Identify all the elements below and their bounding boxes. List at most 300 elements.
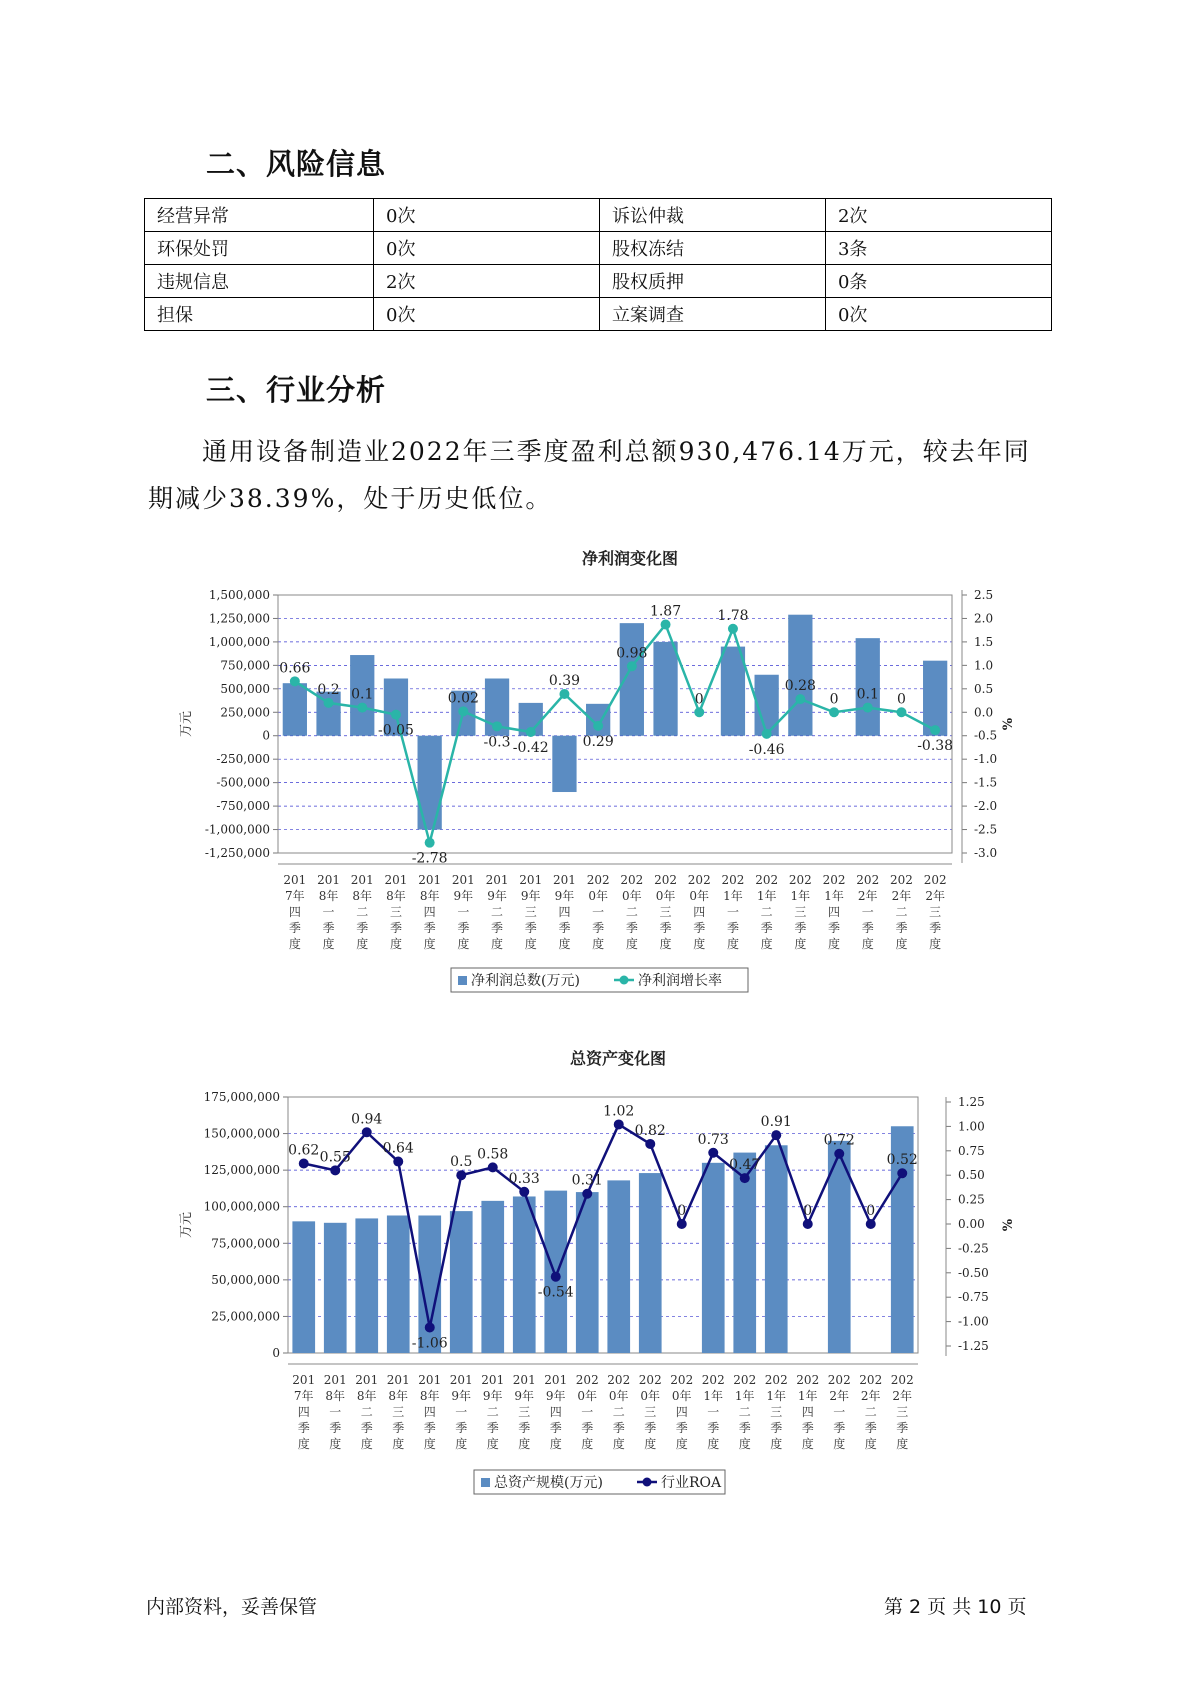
line-point — [526, 727, 536, 737]
category-label: 1年 — [766, 1389, 787, 1403]
category-label: 一 — [726, 905, 739, 919]
point-label: -0.46 — [748, 741, 785, 758]
left-tick-label: 1,250,000 — [208, 611, 270, 626]
point-label: 0 — [677, 1203, 687, 1219]
point-label: 0 — [866, 1203, 876, 1219]
right-tick-label: 1.25 — [958, 1095, 985, 1109]
category-label: 度 — [794, 937, 807, 951]
risk-label-cell: 立案调查 — [599, 298, 825, 331]
point-label: -0.3 — [483, 734, 511, 751]
category-label: 三 — [644, 1405, 657, 1419]
right-tick-label: -1.5 — [974, 775, 998, 790]
left-tick-label: 750,000 — [220, 658, 270, 673]
point-label: 0.98 — [616, 645, 648, 662]
category-label: 度 — [929, 937, 942, 951]
category-label: 四 — [549, 1405, 562, 1419]
risk-row — [145, 232, 1052, 265]
right-tick-label: 2.0 — [974, 611, 994, 626]
total-assets-chart — [0, 1040, 1191, 1510]
category-label: 201 — [283, 873, 307, 887]
category-label: 2年 — [829, 1389, 850, 1403]
industry-paragraph: 通用设备制造业2022年三季度盈利总额930,476.14万元，较去年同期减少38.39%，处于历史低位。 — [148, 437, 1031, 513]
right-tick-label: 1.00 — [958, 1119, 985, 1134]
category-label: 季 — [929, 921, 942, 935]
point-label: 1.78 — [717, 607, 749, 624]
point-label: 1.02 — [603, 1103, 635, 1120]
category-label: 201 — [350, 873, 374, 887]
risk-value-cell: 0次 — [825, 298, 1051, 331]
category-label: 季 — [389, 921, 402, 935]
left-tick-label: 125,000,000 — [203, 1163, 280, 1178]
bar — [653, 642, 677, 736]
category-label: 四 — [423, 905, 436, 919]
category-label: 0年 — [622, 889, 642, 903]
point-label: 0.29 — [582, 733, 614, 750]
legend-bar-swatch — [481, 1478, 490, 1487]
line-point — [593, 721, 603, 731]
category-label: 度 — [457, 937, 470, 951]
right-tick-label: -0.75 — [958, 1290, 989, 1305]
left-tick-label: -1,000,000 — [204, 822, 270, 837]
category-label: 度 — [389, 937, 402, 951]
point-label: -0.38 — [917, 738, 954, 755]
right-tick-label: 2.5 — [974, 588, 994, 602]
section-title-industry: 三、行业分析 — [206, 373, 387, 407]
category-label: 7年 — [285, 889, 305, 903]
category-label: 一 — [455, 1405, 468, 1419]
net-profit-chart — [0, 540, 1191, 1010]
line-point — [582, 1189, 592, 1199]
point-label: 0 — [803, 1203, 813, 1219]
category-label: 季 — [423, 1421, 436, 1435]
point-label: 0.52 — [886, 1152, 918, 1169]
category-label: 9年 — [453, 889, 474, 903]
risk-label-cell: 环保处罚 — [145, 232, 374, 265]
line-point — [391, 710, 401, 720]
line-point — [829, 707, 839, 717]
legend-label-bars: 总资产规模(万元) — [494, 1475, 603, 1491]
category-label: 度 — [726, 937, 739, 951]
category-label: 度 — [322, 937, 335, 951]
category-label: 202 — [822, 873, 846, 887]
point-label: -1.06 — [411, 1335, 448, 1352]
category-label: 8年 — [419, 1389, 440, 1403]
category-label: 二 — [360, 1405, 373, 1419]
category-label: 二 — [612, 1405, 625, 1419]
right-tick-label: -2.0 — [974, 799, 998, 814]
right-tick-label: -1.0 — [974, 752, 998, 767]
category-label: 201 — [292, 1373, 316, 1387]
point-label: 0 — [829, 691, 839, 708]
right-tick-label: -3.0 — [974, 846, 998, 860]
risk-value-cell: 0次 — [374, 298, 600, 331]
category-label: 201 — [384, 873, 408, 887]
point-label: 0.73 — [697, 1131, 729, 1148]
category-label: 202 — [923, 873, 947, 887]
category-label: 季 — [760, 921, 773, 935]
right-tick-label: -1.00 — [958, 1314, 989, 1329]
category-label: 度 — [524, 937, 537, 951]
line-point — [290, 676, 300, 686]
line-point — [771, 1130, 781, 1140]
point-label: 0.55 — [319, 1149, 351, 1166]
right-tick-label: 0.5 — [974, 681, 994, 696]
left-tick-label: 250,000 — [220, 705, 270, 720]
category-label: 度 — [356, 937, 369, 951]
category-label: 一 — [581, 1405, 594, 1419]
category-label: 度 — [288, 937, 301, 951]
point-label: 0.64 — [382, 1140, 414, 1157]
category-label: 度 — [895, 937, 908, 951]
category-label: 四 — [675, 1405, 688, 1419]
category-label: 8年 — [419, 889, 440, 903]
right-tick-label: 0.00 — [958, 1217, 985, 1231]
category-label: 季 — [726, 921, 739, 935]
category-label: 度 — [423, 1437, 436, 1451]
category-label: 度 — [896, 1437, 909, 1451]
category-label: 二 — [760, 905, 773, 919]
left-tick-label: 150,000,000 — [203, 1126, 280, 1141]
category-label: 202 — [890, 1373, 914, 1387]
category-label: 季 — [392, 1421, 405, 1435]
category-label: 季 — [895, 921, 908, 935]
category-label: 度 — [760, 937, 773, 951]
line-point — [645, 1139, 655, 1149]
category-label: 201 — [386, 1373, 410, 1387]
left-tick-label: 25,000,000 — [211, 1309, 280, 1324]
legend-bar-swatch — [458, 976, 467, 985]
category-label: 0年 — [671, 1389, 692, 1403]
bar — [283, 683, 307, 736]
risk-label-cell: 担保 — [145, 298, 374, 331]
category-label: 202 — [733, 1373, 757, 1387]
category-label: 0年 — [577, 1389, 598, 1403]
category-label: 202 — [670, 1373, 694, 1387]
category-label: 四 — [828, 905, 841, 919]
category-label: 度 — [423, 937, 436, 951]
category-label: 0年 — [640, 1389, 661, 1403]
category-label: 季 — [794, 921, 807, 935]
line-point — [762, 729, 772, 739]
line-point — [456, 1170, 466, 1180]
category-label: 季 — [707, 1421, 720, 1435]
category-label: 二 — [486, 1405, 499, 1419]
category-label: 度 — [297, 1437, 310, 1451]
category-label: 8年 — [352, 889, 373, 903]
category-label: 三 — [896, 1405, 909, 1419]
line-point — [930, 725, 940, 735]
category-label: 201 — [418, 873, 442, 887]
risk-row — [145, 298, 1052, 331]
category-label: 度 — [360, 1437, 373, 1451]
point-label: 0.33 — [508, 1170, 540, 1187]
category-label: 季 — [592, 921, 605, 935]
category-label: 201 — [485, 873, 509, 887]
category-label: 9年 — [545, 1389, 566, 1403]
line-point — [425, 1322, 435, 1332]
point-label: 0.5 — [450, 1154, 473, 1171]
category-label: 三 — [392, 1405, 405, 1419]
category-label: 8年 — [318, 889, 339, 903]
line-point — [661, 620, 671, 630]
risk-info-table — [144, 198, 1052, 331]
point-label: 0 — [694, 691, 704, 708]
point-label: 0.47 — [729, 1157, 761, 1174]
category-label: 三 — [770, 1405, 783, 1419]
category-label: 202 — [638, 1373, 662, 1387]
category-label: 201 — [418, 1373, 442, 1387]
category-label: 四 — [288, 905, 301, 919]
legend-label-line: 净利润增长率 — [638, 973, 722, 989]
line-point — [897, 1168, 907, 1178]
category-label: 三 — [389, 905, 402, 919]
category-label: 季 — [612, 1421, 625, 1435]
category-label: 季 — [356, 921, 369, 935]
category-label: 一 — [833, 1405, 846, 1419]
legend-line-marker — [620, 976, 629, 985]
line-point — [559, 689, 569, 699]
category-label: 二 — [356, 905, 369, 919]
category-label: 度 — [833, 1437, 846, 1451]
category-label: 季 — [644, 1421, 657, 1435]
category-label: 9年 — [554, 889, 575, 903]
right-axis-title: % — [1001, 717, 1016, 731]
point-label: -0.05 — [377, 722, 414, 739]
point-label: -0.42 — [512, 739, 549, 756]
category-label: 1年 — [797, 1389, 818, 1403]
category-label: 201 — [451, 873, 475, 887]
category-label: 季 — [558, 921, 571, 935]
bar — [765, 1145, 788, 1353]
category-label: 202 — [607, 1373, 631, 1387]
category-label: 201 — [449, 1373, 473, 1387]
category-label: 9年 — [487, 889, 507, 903]
line-point — [708, 1148, 718, 1158]
category-label: 季 — [524, 921, 537, 935]
category-label: 9年 — [482, 1389, 503, 1403]
right-tick-label: 1.5 — [974, 634, 994, 649]
category-label: 202 — [575, 1373, 599, 1387]
category-label: 9年 — [520, 889, 541, 903]
left-tick-label: -1,250,000 — [204, 846, 270, 860]
line-point — [728, 624, 738, 634]
left-tick-label: 50,000,000 — [211, 1272, 280, 1287]
risk-value-cell: 3条 — [825, 232, 1051, 265]
left-tick-label: -250,000 — [216, 752, 270, 767]
point-label: 0.58 — [477, 1146, 509, 1163]
category-label: 季 — [896, 1421, 909, 1435]
line-point — [627, 661, 637, 671]
line-point — [299, 1158, 309, 1168]
category-label: 201 — [355, 1373, 379, 1387]
left-tick-label: 0 — [262, 728, 270, 743]
point-label: 0.1 — [856, 686, 879, 703]
category-label: 二 — [491, 905, 504, 919]
bar — [481, 1201, 504, 1353]
category-label: 一 — [592, 905, 605, 919]
risk-label-cell: 违规信息 — [145, 265, 374, 298]
risk-value-cell: 2次 — [374, 265, 600, 298]
line-point — [795, 694, 805, 704]
line-point — [393, 1157, 403, 1167]
right-tick-label: 0.0 — [974, 705, 994, 720]
category-label: 三 — [794, 905, 807, 919]
category-label: 一 — [707, 1405, 720, 1419]
left-tick-label: 1,500,000 — [208, 588, 270, 602]
line-point — [614, 1119, 624, 1129]
category-label: 202 — [721, 873, 745, 887]
category-label: 二 — [738, 1405, 751, 1419]
category-label: 202 — [859, 1373, 883, 1387]
category-label: 1年 — [756, 889, 777, 903]
category-label: 202 — [889, 873, 913, 887]
category-label: 1年 — [723, 889, 743, 903]
category-label: 季 — [360, 1421, 373, 1435]
category-label: 度 — [592, 937, 605, 951]
left-tick-label: 100,000,000 — [203, 1199, 280, 1214]
category-label: 季 — [833, 1421, 846, 1435]
category-label: 季 — [297, 1421, 310, 1435]
category-label: 度 — [558, 937, 571, 951]
category-label: 1年 — [790, 889, 811, 903]
category-label: 2年 — [925, 889, 945, 903]
category-label: 四 — [801, 1405, 814, 1419]
category-label: 0年 — [608, 1389, 629, 1403]
category-label: 度 — [707, 1437, 720, 1451]
category-label: 8年 — [388, 1389, 409, 1403]
point-label: 0 — [896, 691, 906, 708]
category-label: 1年 — [824, 889, 844, 903]
category-label: 季 — [322, 921, 335, 935]
right-tick-label: 0.50 — [958, 1168, 985, 1183]
category-label: 202 — [827, 1373, 851, 1387]
category-label: 三 — [659, 905, 672, 919]
category-label: 季 — [675, 1421, 688, 1435]
bar — [355, 1218, 378, 1353]
point-label: 0.94 — [351, 1111, 383, 1128]
right-tick-label: 0.75 — [958, 1143, 985, 1158]
right-tick-label: -2.5 — [974, 822, 998, 837]
category-label: 度 — [693, 937, 706, 951]
right-tick-label: -0.50 — [958, 1265, 989, 1280]
bar — [450, 1211, 473, 1353]
category-label: 度 — [738, 1437, 751, 1451]
category-label: 季 — [491, 921, 504, 935]
category-label: 度 — [491, 937, 504, 951]
legend-label-line: 行业ROA — [661, 1475, 722, 1491]
risk-value-cell: 0次 — [374, 199, 600, 232]
bar — [788, 615, 812, 736]
category-label: 2年 — [891, 889, 912, 903]
point-label: 0.39 — [548, 672, 581, 689]
category-label: 2年 — [892, 1389, 913, 1403]
category-label: 四 — [423, 1405, 436, 1419]
category-label: 季 — [625, 921, 638, 935]
point-label: 0.28 — [784, 678, 816, 695]
line-point — [519, 1187, 529, 1197]
category-label: 8年 — [356, 1389, 377, 1403]
category-label: 季 — [288, 921, 301, 935]
category-label: 201 — [512, 1373, 536, 1387]
risk-value-cell: 0条 — [825, 265, 1051, 298]
left-tick-label: 500,000 — [220, 681, 270, 696]
bar — [607, 1180, 630, 1353]
category-label: 季 — [581, 1421, 594, 1435]
line-point — [694, 707, 704, 717]
chart-title: 净利润变化图 — [581, 549, 679, 568]
category-label: 度 — [644, 1437, 657, 1451]
risk-row — [145, 199, 1052, 232]
category-label: 季 — [770, 1421, 783, 1435]
legend-line-marker — [643, 1478, 652, 1487]
category-label: 202 — [586, 873, 610, 887]
legend-label-bars: 净利润总数(万元) — [471, 973, 580, 989]
category-label: 202 — [687, 873, 711, 887]
category-label: 202 — [620, 873, 644, 887]
left-tick-label: 1,000,000 — [208, 634, 270, 649]
point-label: 0.82 — [634, 1122, 666, 1139]
category-label: 度 — [455, 1437, 468, 1451]
point-label: 0.2 — [317, 681, 340, 698]
category-label: 202 — [856, 873, 880, 887]
point-label: 0.66 — [279, 660, 311, 677]
category-label: 季 — [486, 1421, 499, 1435]
line-point — [324, 698, 334, 708]
category-label: 度 — [549, 1437, 562, 1451]
category-label: 四 — [558, 905, 571, 919]
line-point — [803, 1219, 813, 1229]
line-point — [330, 1165, 340, 1175]
category-label: 201 — [544, 1373, 568, 1387]
point-label: 0.91 — [760, 1114, 792, 1131]
category-label: 二 — [864, 1405, 877, 1419]
risk-value-cell: 0次 — [374, 232, 600, 265]
category-label: 度 — [864, 1437, 877, 1451]
right-tick-label: -0.25 — [958, 1241, 989, 1256]
category-label: 季 — [423, 921, 436, 935]
category-label: 季 — [457, 921, 470, 935]
line-point — [425, 838, 435, 848]
line-point — [677, 1219, 687, 1229]
category-label: 季 — [518, 1421, 531, 1435]
risk-label-cell: 股权质押 — [599, 265, 825, 298]
risk-label-cell: 经营异常 — [145, 199, 374, 232]
category-label: 度 — [486, 1437, 499, 1451]
category-label: 度 — [625, 937, 638, 951]
category-label: 201 — [552, 873, 576, 887]
bar — [387, 1215, 410, 1353]
risk-value-cell: 2次 — [825, 199, 1051, 232]
left-tick-label: -750,000 — [216, 799, 270, 814]
point-label: 0.02 — [447, 690, 479, 707]
left-tick-label: 175,000,000 — [203, 1090, 280, 1104]
category-label: 201 — [519, 873, 543, 887]
category-label: 0年 — [588, 889, 608, 903]
category-label: 201 — [481, 1373, 505, 1387]
line-point — [896, 707, 906, 717]
category-label: 季 — [828, 921, 841, 935]
category-label: 度 — [612, 1437, 625, 1451]
category-label: 0年 — [689, 889, 710, 903]
category-label: 7年 — [293, 1389, 314, 1403]
line-point — [863, 703, 873, 713]
section-title-risk: 二、风险信息 — [206, 147, 387, 181]
category-label: 三 — [929, 905, 942, 919]
line-point — [492, 721, 502, 731]
point-label: 1.87 — [649, 603, 682, 620]
point-label: 0.72 — [823, 1132, 855, 1149]
right-tick-label: -1.25 — [958, 1339, 989, 1353]
